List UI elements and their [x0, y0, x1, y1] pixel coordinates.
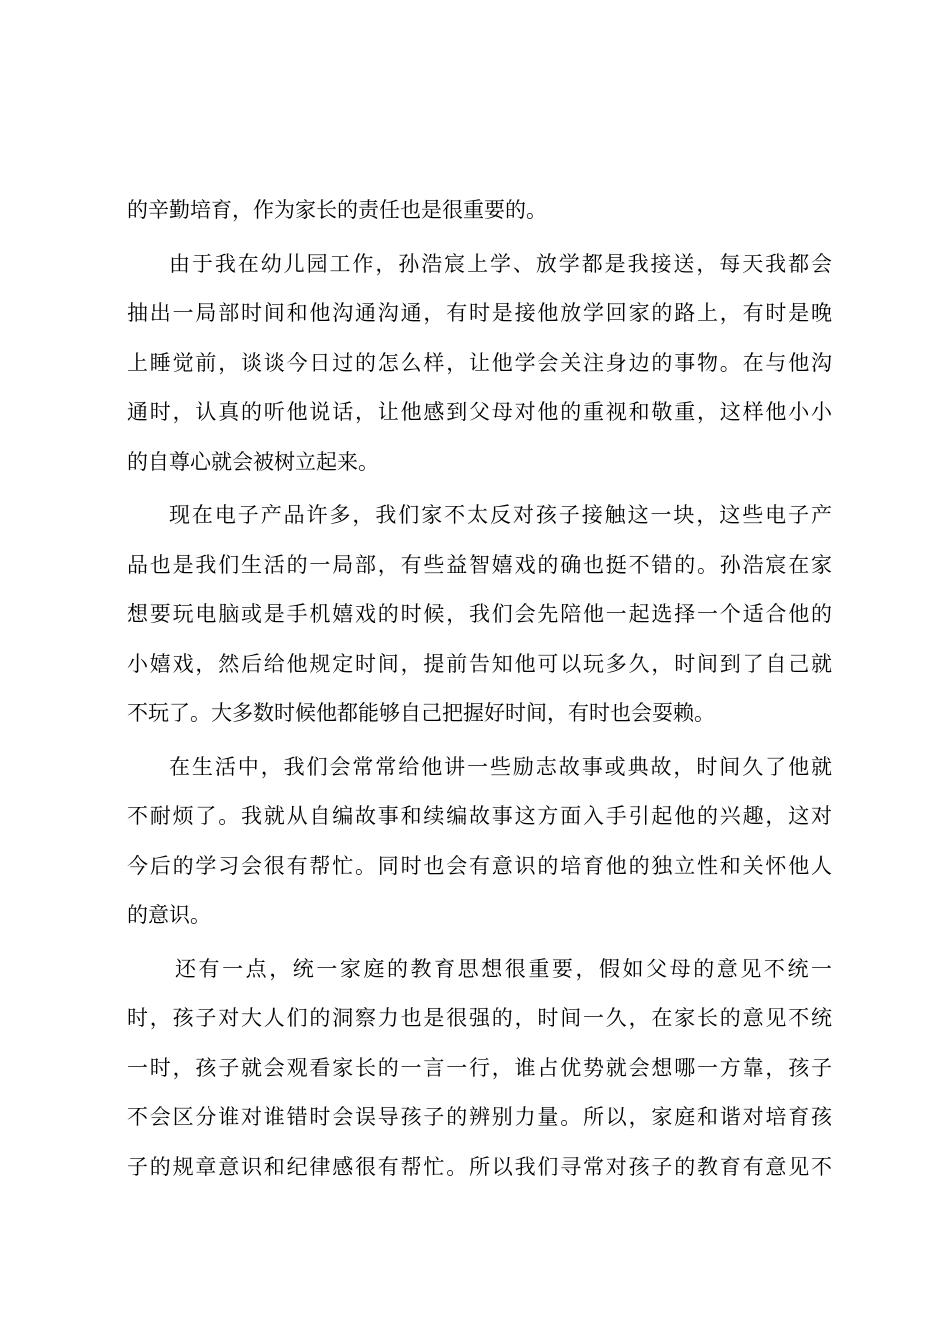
text-line: 品也是我们生活的一局部，有些益智嬉戏的确也挺不错的。孙浩宸在家 — [127, 552, 832, 577]
text-line: 的自尊心就会被树立起来。 — [127, 449, 379, 474]
text-line: 今后的学习会很有帮忙。同时也会有意识的培育他的独立性和关怀他人 — [127, 853, 832, 878]
text-line: 在生活中，我们会常常给他讲一些励志故事或典故，时间久了他就 — [169, 754, 832, 779]
paragraph — [127, 186, 832, 236]
paragraph — [127, 743, 832, 941]
text-line: 小嬉戏，然后给他规定时间，提前告知他可以玩多久，时间到了自己就 — [127, 651, 832, 676]
paragraph — [127, 240, 832, 488]
text-line: 还有一点，统一家庭的教育思想很重要，假如父母的意见不统一 — [175, 956, 832, 981]
text-line: 一时，孩子就会观看家长的一言一行，谁占优势就会想哪一方靠，孩子 — [127, 1055, 832, 1080]
text-line: 的辛勤培育，作为家长的责任也是很重要的。 — [127, 198, 547, 222]
text-line: 现在电子产品许多，我们家不太反对孩子接触这一块，这些电子产 — [169, 503, 832, 527]
paragraph — [127, 491, 832, 739]
text-line: 通时，认真的听他说话，让他感到父母对他的重视和敬重，这样他小小 — [127, 400, 832, 424]
paragraph — [127, 945, 832, 1193]
text-line: 时，孩子对大人们的洞察力也是很强的，时间一久，在家长的意见不统 — [127, 1006, 832, 1030]
text-line: 想要玩电脑或是手机嬉戏的时候，我们会先陪他一起选择一个适合他的 — [127, 602, 832, 626]
text-line: 不会区分谁对谁错时会误导孩子的辨别力量。所以，家庭和谐对培育孩 — [127, 1105, 832, 1129]
text-line: 的意识。 — [127, 903, 211, 927]
text-line: 不耐烦了。我就从自编故事和续编故事这方面入手引起他的兴趣，这对 — [127, 804, 832, 828]
text-line: 不玩了。大多数时候他都能够自己把握好时间，有时也会耍赖。 — [127, 701, 715, 725]
text-line: 子的规章意识和纪律感很有帮忙。所以我们寻常对孩子的教育有意见不 — [127, 1154, 832, 1179]
body-text — [127, 186, 832, 1192]
text-line: 抽出一局部时间和他沟通沟通，有时是接他放学回家的路上，有时是晚 — [127, 301, 832, 325]
text-line: 上睡觉前，谈谈今日过的怎么样，让他学会关注身边的事物。在与他沟 — [127, 350, 832, 375]
text-line: 由于我在幼儿园工作，孙浩宸上学、放学都是我接送，每天我都会 — [169, 251, 832, 276]
